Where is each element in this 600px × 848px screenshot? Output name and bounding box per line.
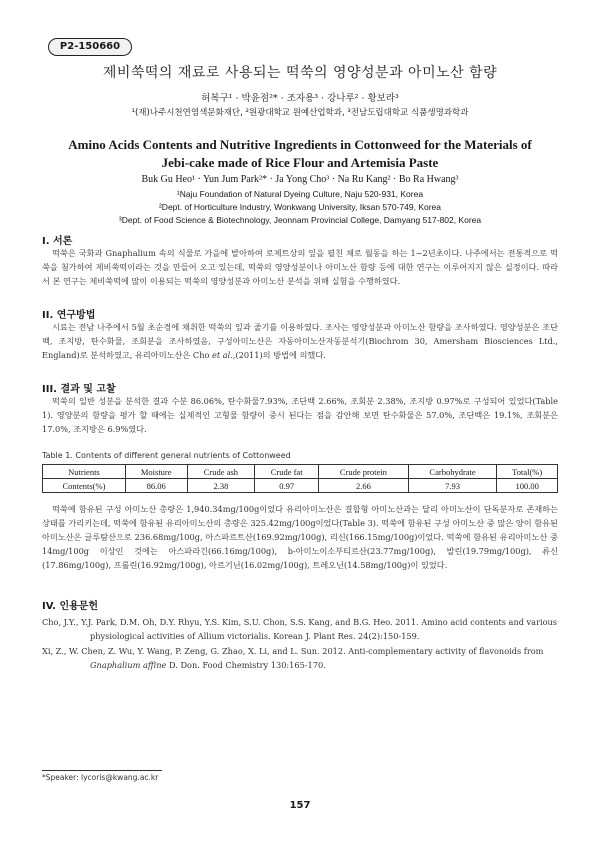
footnote-divider xyxy=(42,770,162,771)
table-caption: Table 1. Contents of different general nutrients of Cottonweed xyxy=(42,451,291,460)
english-title-line: Jebi-cake made of Rice Flour and Artemisia Paste xyxy=(161,155,439,170)
table-cell: 7.93 xyxy=(408,479,497,493)
reference-item: Cho, J.Y., Y.J. Park, D.M. Oh, D.Y. Rhyu, Y.S. Kim, S.U. Chon, S.S. Kang, and B.G. Heo. 2011. Amino acid contents and various physiological activities of Allium victorialis. Korean J. Plant Res. 24(2):150-159. xyxy=(42,617,558,641)
affiliation-line: ²Dept. of Horticulture Industry, Wonkwang University, Iksan 570-749, Korea xyxy=(158,202,442,212)
table-header-cell: Carbohydrate xyxy=(408,465,497,479)
section-heading-methods: II. 연구방법 xyxy=(42,310,96,321)
table-cell: 2.66 xyxy=(318,479,408,493)
reference-item xyxy=(42,644,558,672)
english-title-line: Amino Acids Contents and Nutritive Ingredients in Cottonweed for the Materials of xyxy=(68,137,532,152)
affiliation-line: ³Dept. of Food Science & Biotechnology, Jeonnam Provincial College, Damyang 517-802, Korea xyxy=(118,215,482,225)
methods-paragraph xyxy=(42,320,558,362)
methods-text-end: ,(2011)의 방법에 의했다. xyxy=(232,350,326,360)
table-cell: 86.06 xyxy=(125,479,187,493)
table-header-cell: Crude protein xyxy=(318,465,408,479)
korean-affiliations: ¹(재)나주시천연염색문화재단, ²원광대학교 원예산업학과, ³전남도립대학교 식품생명과학과 xyxy=(131,108,469,118)
speaker-footnote: *Speaker: lycoris@kwang.ac.kr xyxy=(42,773,159,782)
table-cell: 2.38 xyxy=(187,479,255,493)
table-row xyxy=(43,479,558,493)
table-header-row xyxy=(43,465,558,479)
table-cell: 0.97 xyxy=(255,479,319,493)
section-heading-results: III. 결과 및 고찰 xyxy=(42,384,116,395)
section-heading-intro: I. 서론 xyxy=(42,236,73,247)
affiliation-line: ¹Naju Foundation of Natural Dyeing Culture, Naju 520-931, Korea xyxy=(176,189,424,199)
nutrients-table xyxy=(42,464,558,493)
methods-text: 시료는 전남 나주에서 5월 초순경에 채취한 떡쑥의 잎과 줄기를 이용하였다. 조사는 영양성분과 아미노산 함량을 조사하였다. 영양성분은 조단백, 조지방, 탄수화물, 조회분을 조사하였음, 구성아미노산은 자동아미노산자동분석기(Biochrom 30, Amersham Biosciences Ltd., England)로 분석하였고, 유리아미노산은 Cho xyxy=(42,322,558,360)
table-header-cell: Crude ash xyxy=(187,465,255,479)
reference-text-end: D. Don. Food Chemistry 130:165-170. xyxy=(166,660,326,670)
table-header-cell: Crude fat xyxy=(255,465,319,479)
table-header-cell: Total(%) xyxy=(497,465,558,479)
results-paragraph-2: 떡쑥에 함유된 구성 아미노산 총량은 1,940.34mg/100g이었다 유리아미노산은 결합형 아미노산과는 달리 아미노산이 단독분자로 존재하는 상태를 가리키는데, 떡쑥에 함유된 유리아미노산의 총량은 325.42mg/100g이었다(Table 3). 떡쑥에 함유된 구성 아미노산 중 많은 양이 함유된 아미노산은 글루탐산으로 236.68mg/100g, 아스파르트산(169.92mg/100g), 리신(166.15mg/100g)이었다. 떡쑥에 함유된 유리아미노산 중 14mg/100g 이상인 것에는 아스파라긴(66.16mg/100g), b-아미노이소부티르산(23.77mg/100g), 발린(19.79mg/100g), 류신(17.86mg/100g), 프롤린(16.92mg/100g), 아르기닌(16.02mg/100g), 트레오닌(14.58mg/100g)이 있었다. xyxy=(42,504,558,570)
table-cell: 100.00 xyxy=(497,479,558,493)
english-authors: Buk Gu Heo¹ · Yun Jum Park²* · Ja Yong Cho³ · Na Ru Kang² · Bo Ra Hwang³ xyxy=(141,174,459,185)
intro-paragraph: 떡쑥은 국화과 Gnaphalium 속의 식물로 가을에 발아하여 로제트상의 잎을 펼친 채로 월동을 하는 1~2년초이다. 나주에서는 전통적으로 떡쑥을 첨가하여 제비쑥떡이라는 것을 만들어 오고 있는데, 떡쑥의 영양성분이나 아미노산 함량 등에 대한 연구는 이루어지지 않은 실정이다. 따라서 본 연구는 제비쑥떡에 많이 이용되는 떡쑥의 영양성분과 아미노산 분석을 위해 실험을 수행하였다. xyxy=(42,248,558,286)
abstract-id-badge: P2-150660 xyxy=(48,38,132,56)
methods-italic: et al. xyxy=(212,350,233,360)
korean-title: 제비쑥떡의 재료로 사용되는 떡쑥의 영양성분과 아미노산 함량 xyxy=(102,65,498,81)
english-affiliations xyxy=(40,188,560,227)
table-cell: Contents(%) xyxy=(43,479,126,493)
table-header-cell: Moisture xyxy=(125,465,187,479)
reference-text: Xi, Z., W. Chen, Z. Wu, Y. Wang, P. Zeng, G. Zhao, X. Li, and L. Sun. 2012. Anti-complementary activity of flavonoids from xyxy=(42,646,544,656)
table-header-cell: Nutrients xyxy=(43,465,126,479)
page-number: 157 xyxy=(289,800,311,811)
reference-italic: Gnaphalium affine xyxy=(90,660,167,670)
results-paragraph-1: 떡쑥의 일반 성분을 분석한 결과 수분 86.06%, 탄수화물7.93%, 조단백 2.66%, 조회분 2.38%, 조지방 0.97%로 구성되어 있었다(Table 1). 영양분의 함량을 평가 할 때에는 실제적인 고형물 함량이 중시 된다는 점을 감안해 보면 탄수화물은 57.0%, 조단백은 19.1%, 조회분은 17.0%, 조지방은 6.9%였다. xyxy=(42,396,558,434)
korean-authors: 허복구¹ · 박윤점²* · 조자용³ · 강나루² · 황보라³ xyxy=(201,93,399,104)
section-heading-references: IV. 인용문헌 xyxy=(42,601,99,612)
reference-list xyxy=(42,615,558,673)
english-title xyxy=(50,136,550,172)
